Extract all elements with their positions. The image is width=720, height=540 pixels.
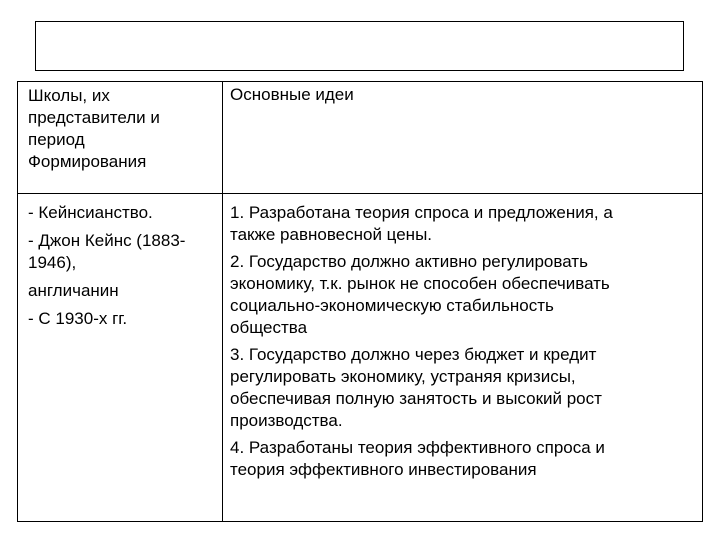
header-schools-cell	[28, 85, 218, 173]
school-representative-years: 1946),	[28, 253, 77, 272]
idea-3-line: регулировать экономику, устраняя кризисы,	[230, 367, 576, 386]
column-divider	[222, 82, 223, 521]
header-divider	[18, 193, 702, 194]
idea-4-line: 4. Разработаны теория эффективного спроса и	[230, 438, 605, 457]
schools-table	[17, 81, 703, 522]
idea-3-line: обеспечивая полную занятость и высокий рост	[230, 389, 602, 408]
header-schools-line: представители и	[28, 108, 160, 127]
header-schools-line: Школы, их	[28, 86, 110, 105]
idea-2-line: социально-экономическую стабильность	[230, 296, 554, 315]
idea-1-line: 1. Разработана теория спроса и предложения, а	[230, 203, 613, 222]
idea-2-line: 2. Государство должно активно регулировать	[230, 252, 588, 271]
school-representative: - Джон Кейнс (1883-	[28, 231, 186, 250]
idea-2-line: общества	[230, 318, 308, 337]
school-name: - Кейнсианство.	[28, 203, 153, 222]
idea-3-line: производства.	[230, 411, 343, 430]
idea-4-line: теория эффективного инвестирования	[230, 460, 537, 479]
header-ideas-cell: Основные идеи	[230, 85, 354, 104]
main-ideas-cell	[230, 202, 700, 481]
idea-2-line: экономику, т.к. рынок не способен обеспечивать	[230, 274, 610, 293]
school-representative-nationality: англичанин	[28, 281, 119, 300]
idea-3-line: 3. Государство должно через бюджет и кредит	[230, 345, 597, 364]
school-period: - С 1930-х гг.	[28, 309, 128, 328]
header-schools-line: период	[28, 130, 85, 149]
idea-1-line: также равновесной цены.	[230, 225, 433, 244]
header-schools-line: Формирования	[28, 152, 147, 171]
school-info-cell	[28, 202, 220, 330]
title-box	[35, 21, 684, 71]
